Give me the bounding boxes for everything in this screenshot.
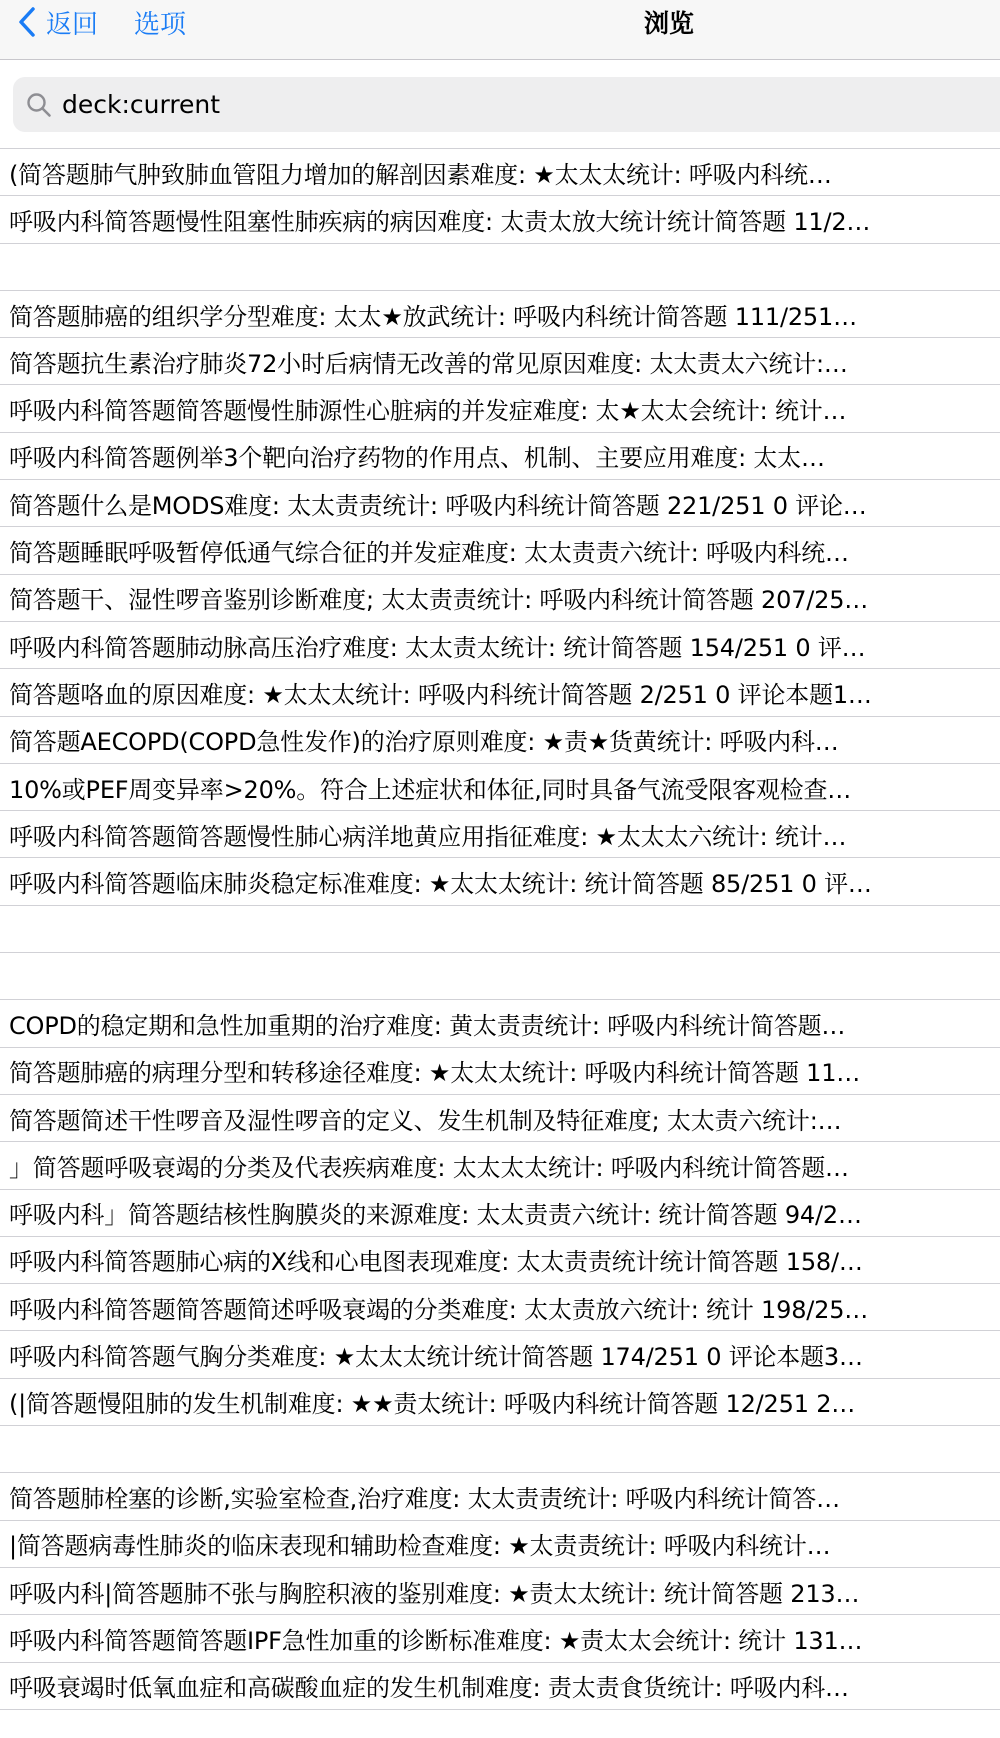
card-row[interactable] [0, 338, 1000, 385]
card-row-text: 呼吸内科简答题气胸分类难度: ★太太太统计统计简答题 174/251 0 评论本题3… [9, 1343, 863, 1372]
card-row-text: 呼吸内科简答题简答题简述呼吸衰竭的分类难度: 太太责放六统计: 统计 198/25… [9, 1295, 869, 1324]
card-row[interactable] [0, 717, 1000, 764]
card-row-text: 呼吸内科简答题肺心病的X线和心电图表现难度: 太太责责统计统计简答题 158/… [9, 1248, 863, 1277]
card-row[interactable] [0, 1615, 1000, 1662]
card-row-text: 呼吸衰竭时低氧血症和高碳酸血症的发生机制难度: 责太责食货统计: 呼吸内科… [9, 1674, 849, 1703]
card-row[interactable] [0, 622, 1000, 669]
card-row[interactable] [0, 953, 1000, 1000]
card-row-text: 简答题AECOPD(COPD急性发作)的治疗原则难度: ★责★货黄统计: 呼吸内科… [9, 728, 839, 757]
card-row[interactable] [0, 1095, 1000, 1142]
card-list [0, 148, 1000, 1710]
card-row[interactable] [0, 149, 1000, 196]
search-field[interactable] [13, 77, 1000, 132]
card-row[interactable] [0, 1284, 1000, 1331]
card-row-text: 简答题抗生素治疗肺炎72小时后病情无改善的常见原因难度: 太太责太六统计:… [9, 349, 848, 378]
card-row[interactable] [0, 764, 1000, 811]
card-row-text: 呼吸内科简答题肺动脉高压治疗难度: 太太责太统计: 统计简答题 154/251 0 评… [9, 633, 866, 662]
options-button[interactable]: 选项 [134, 9, 187, 40]
card-row-text: 简答题什么是MODS难度: 太太责责统计: 呼吸内科统计简答题 221/251 0 评论… [9, 491, 867, 520]
card-row[interactable] [0, 575, 1000, 622]
page-title-text: 浏览 [644, 9, 695, 38]
card-row-text: 简答题简述干性啰音及湿性啰音的定义、发生机制及特征难度; 太太责六统计:… [9, 1106, 842, 1135]
card-row[interactable] [0, 1663, 1000, 1710]
card-row[interactable] [0, 1426, 1000, 1473]
card-row[interactable] [0, 811, 1000, 858]
card-row-text: COPD的稳定期和急性加重期的治疗难度: 黄太责责统计: 呼吸内科统计简答题… [9, 1011, 846, 1040]
search-icon [26, 92, 52, 118]
card-row-text: 呼吸内科」简答题结核性胸膜炎的来源难度: 太太责责六统计: 统计简答题 94/2… [9, 1201, 862, 1230]
card-row[interactable] [0, 291, 1000, 338]
card-row[interactable] [0, 1521, 1000, 1568]
card-row-text: (|简答题慢阻肺的发生机制难度: ★★责太统计: 呼吸内科统计简答题 12/251 2… [9, 1390, 856, 1419]
search-input[interactable] [62, 90, 862, 119]
page-title [0, 2, 1000, 42]
card-row-text: 10%或PEF周变异率>20%。符合上述症状和体征,同时具备气流受限客观检查… [9, 775, 852, 804]
navigation-bar [0, 0, 1000, 60]
card-row-text: 简答题干、湿性啰音鉴别诊断难度; 太太责责统计: 呼吸内科统计简答题 207/25… [9, 586, 869, 615]
card-row[interactable] [0, 1190, 1000, 1237]
search-bar [0, 60, 1000, 148]
card-row-text: 简答题睡眠呼吸暂停低通气综合征的并发症难度: 太太责责六统计: 呼吸内科统… [9, 539, 849, 568]
card-row[interactable] [0, 1142, 1000, 1189]
card-row[interactable] [0, 480, 1000, 527]
card-row[interactable] [0, 385, 1000, 432]
card-row-text: 呼吸内科简答题简答题慢性肺源性心脏病的并发症难度: 太★太太会统计: 统计… [9, 397, 847, 426]
card-row[interactable] [0, 433, 1000, 480]
card-row-text: (简答题肺气肿致肺血管阻力增加的解剖因素难度: ★太太太统计: 呼吸内科统… [9, 160, 832, 189]
card-row[interactable] [0, 906, 1000, 953]
card-row-text: |简答题病毒性肺炎的临床表现和辅助检查难度: ★太责责统计: 呼吸内科统计… [9, 1532, 831, 1561]
card-row-text: 简答题肺栓塞的诊断,实验室检查,治疗难度: 太太责责统计: 呼吸内科统计简答… [9, 1484, 840, 1513]
card-row[interactable] [0, 196, 1000, 243]
card-row[interactable] [0, 1000, 1000, 1047]
card-row[interactable] [0, 1048, 1000, 1095]
card-row[interactable] [0, 858, 1000, 905]
card-row-text: 呼吸内科简答题慢性阻塞性肺疾病的病因难度: 太责太放大统计统计简答题 11/2… [9, 207, 871, 236]
card-row[interactable] [0, 1473, 1000, 1520]
card-row[interactable] [0, 669, 1000, 716]
card-row[interactable] [0, 1237, 1000, 1284]
card-row[interactable] [0, 1379, 1000, 1426]
card-row-text: 」简答题呼吸衰竭的分类及代表疾病难度: 太太太太统计: 呼吸内科统计简答题… [9, 1153, 849, 1182]
card-row-text: 呼吸内科简答题简答题慢性肺心病洋地黄应用指征难度: ★太太太六统计: 统计… [9, 822, 847, 851]
card-row-text: 简答题肺癌的病理分型和转移途径难度: ★太太太统计: 呼吸内科统计简答题 11… [9, 1059, 861, 1088]
card-row-text: 简答题咯血的原因难度: ★太太太统计: 呼吸内科统计简答题 2/251 0 评论本题1… [9, 680, 872, 709]
card-row[interactable] [0, 244, 1000, 291]
card-row-text: 呼吸内科简答题简答题IPF急性加重的诊断标准难度: ★责太太会统计: 统计 131… [9, 1626, 863, 1655]
card-row-text: 呼吸内科|简答题肺不张与胸腔积液的鉴别难度: ★责太太统计: 统计简答题 213… [9, 1579, 860, 1608]
card-row[interactable] [0, 1331, 1000, 1378]
card-row-text: 简答题肺癌的组织学分型难度: 太太★放武统计: 呼吸内科统计简答题 111/251… [9, 302, 857, 331]
card-row[interactable] [0, 1568, 1000, 1615]
card-row[interactable] [0, 527, 1000, 574]
card-row-text: 呼吸内科简答题例举3个靶向治疗药物的作用点、机制、主要应用难度: 太太… [9, 444, 825, 473]
card-row-text: 呼吸内科简答题临床肺炎稳定标准难度: ★太太太统计: 统计简答题 85/251 0 评… [9, 870, 872, 899]
back-label: 返回 [46, 9, 99, 40]
